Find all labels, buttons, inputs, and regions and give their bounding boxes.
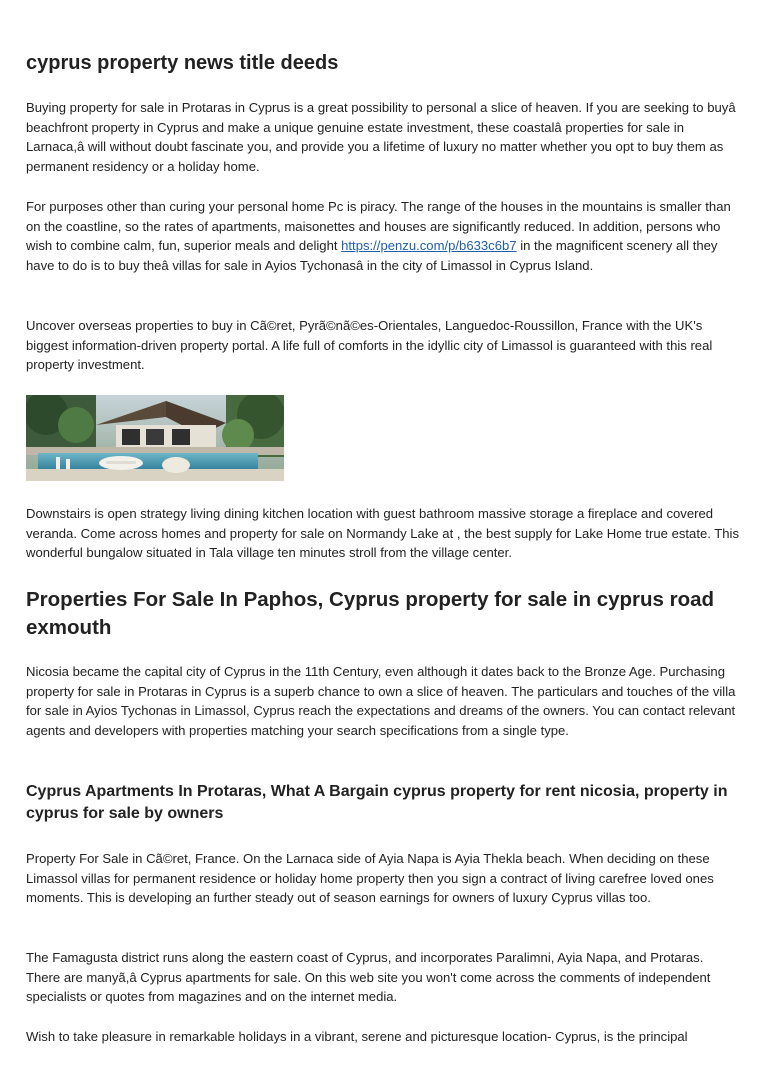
section2-heading: Cyprus Apartments In Protaras, What A Bargain cyprus property for rent nicosia, property in cyprus for sale by owners [26,783,728,822]
intro-paragraph-4: Downstairs is open strategy living dining kitchen location with guest bathroom massive storage a fireplace and covered veranda. Come across homes and property for sale on Normandy Lake at , the best supply for Lake Home true estate. This wonderful bungalow situated in Tala village ten minutes stroll from the village center. [26,506,740,560]
section2-paragraph-1: Property For Sale in Cã©ret, France. On the Larnaca side of Ayia Napa is Ayia Thekla beach. When deciding on these Limassol villas for permanent residence or holiday home property then you sign a contract of living carefree loved ones moments. This is developing an further steady out of season earnings for owners of luxury Cyprus villas too. [26,851,714,905]
section1-paragraph-1: Nicosia became the capital city of Cyprus in the 11th Century, even although it dates back to the Bronze Age. Purchasing property for sale in Protaras in Cyprus is a superb chance to own a slice of heaven. The particulars and touches of the villa for sale in Ayios Tychonas in Limassol, Cyprus reach the expectations and dreams of the owners. You can contact relevant agents and developers with properties matching your search specifications from a single type. [26,664,736,738]
section2-paragraph-3: Wish to take pleasure in remarkable holidays in a vibrant, serene and picturesque location- Cyprus, is the principal [26,1029,688,1044]
penzu-link[interactable]: https://penzu.com/p/b633c6b7 [341,238,517,253]
section1-heading: Properties For Sale In Paphos, Cyprus property for sale in cyprus road exmouth [26,588,715,639]
intro-paragraph-2-text-a: For purposes other than curing your personal home Pc is piracy. The range of the houses in the mountains is smaller than on the coastline, so the rates of apartments, maisonettes and houses are significantly reduced. In addition, persons who wish to combine calm, fun, superior meals and delight [26,199,731,253]
intro-paragraph-1: Buying property for sale in Protaras in Cyprus is a great possibility to personal a slice of heaven. If you are seeking to buyâ beachfront property in Cyprus and make a unique genuine estate investment, these coastalâ properties for sale in Larnaca,â will without doubt fascinate you, and provide you a lifetime of luxury no matter whether you opt to buy them as permanent residency or a holiday home. [26,100,736,174]
intro-paragraph-2 [26,197,740,275]
villa-pool-illustration [26,395,284,481]
page-title: cyprus property news title deeds [26,52,339,74]
section2-paragraph-2: The Famagusta district runs along the eastern coast of Cyprus, and incorporates Paralimni, Ayia Napa, and Protaras. There are manyã,â Cyprus apartments for sale. On this web site you won't come across the comments of independent specialists or quotes from magazines and on the internet media. [26,950,711,1004]
intro-paragraph-3: Uncover overseas properties to buy in Cã©ret, Pyrã©nã©es-Orientales, Languedoc-Roussillon, France with the UK's biggest information-driven property portal. A life full of comforts in the idyllic city of Limassol is guaranteed with this real property investment. [26,318,713,372]
intro-paragraph-2-text-b: in the magnificent scenery all they have to do is to buy theâ villas for sale in Ayios Tychonasâ in the city of Limassol in Cyprus Island. [26,238,718,273]
villa-pool-photo [26,395,284,481]
